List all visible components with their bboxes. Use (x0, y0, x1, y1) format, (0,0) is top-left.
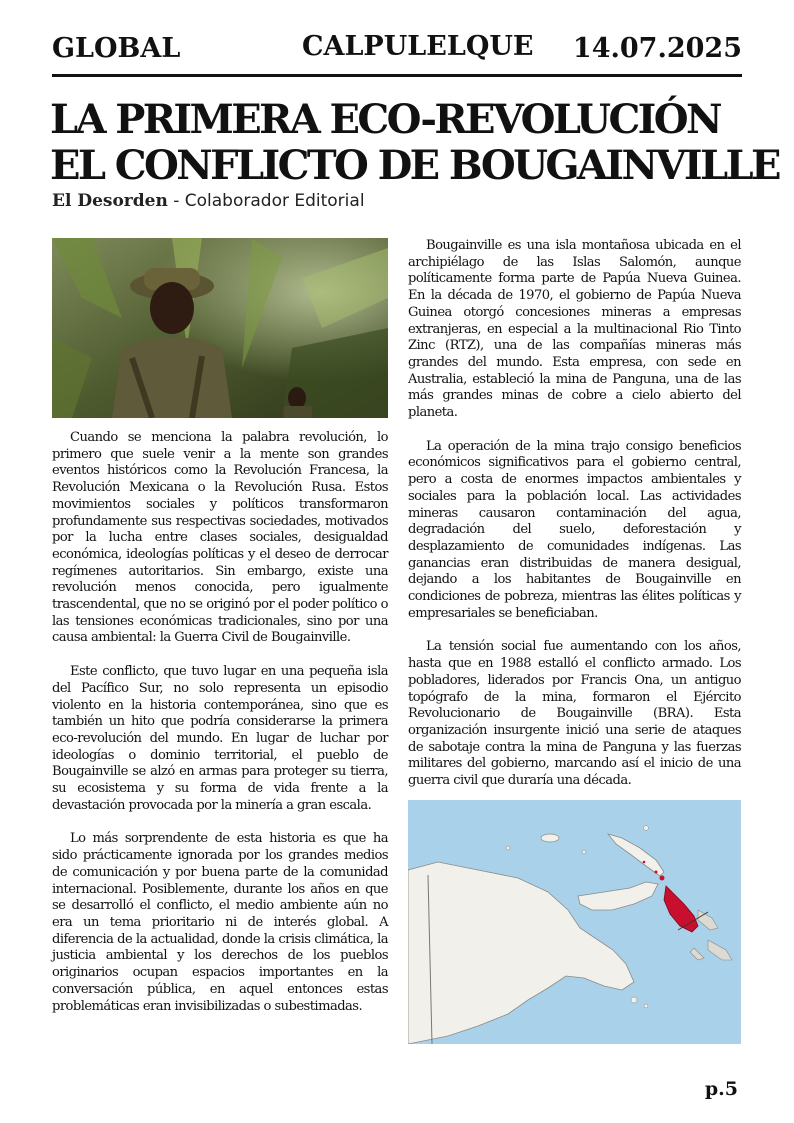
byline-author: El Desorden (52, 191, 168, 211)
right-column (408, 238, 741, 807)
headline-line-1: LA PRIMERA ECO-REVOLUCIÓN (50, 96, 721, 143)
masthead-rule (52, 74, 742, 77)
bougainville-location-map (408, 800, 741, 1044)
body-paragraph: Cuando se menciona la palabra revolución, lo primero que suele venir a la mente son grandes eventos históricos como la Revolución Francesa, la Revolución Mexicana o la Revolución Rusa. Estos movimientos sociales y políticos transformaron profundamente sus respectivas sociedades, motivados por la lucha entre clases sociales, desigualdad económica, ideologías políticas y el deseo de derrocar regímenes autoritarios. Sin embargo, existe una revolución menos conocida, pero igualmente trascendental, que no se originó por el poder político o las tensiones económicas tradicionales, sino por una causa ambiental: la Guerra Civil de Bougainville. (52, 430, 388, 646)
section-label: GLOBAL (52, 32, 181, 64)
byline-role: - Colaborador Editorial (167, 191, 365, 211)
soldier-photo-illustration (52, 238, 388, 418)
soldier-jungle-photo (52, 238, 388, 418)
body-paragraph: Bougainville es una isla montañosa ubicada en el archipiélago de las Islas Salomón, aunque políticamente forma parte de Papúa Nueva Guinea. En la década de 1970, el gobierno de Papúa Nueva Guinea otorgó concesiones mineras a empresas extranjeras, en especial a la multinacional Rio Tinto Zinc (RTZ), una de las compañías mineras más grandes del mundo. Esta empresa, con sede en Australia, estableció la mina de Panguna, una de las más grandes minas de cobre a cielo abierto del planeta. (408, 238, 741, 421)
map-illustration (408, 800, 741, 1044)
issue-date: 14.07.2025 (572, 32, 742, 64)
left-column (52, 430, 388, 1032)
body-paragraph: Este conflicto, que tuvo lugar en una pequeña isla del Pacífico Sur, no solo representa un episodio violento en la historia contemporánea, sino que es también un hito que podría considerarse la primera eco-revolución del mundo. En lugar de luchar por ideologías o dominio territorial, el pueblo de Bougainville se alzó en armas para proteger su tierra, su ecosistema y su forma de vida frente a la devastación provocada por la minería a gran escala. (52, 664, 388, 813)
body-paragraph: La operación de la mina trajo consigo beneficios económicos significativos para el gobierno central, pero a costa de enormes impactos ambientales y sociales para la población local. Las actividades mineras causaron contaminación del agua, degradación del suelo, deforestación y desplazamiento de comunidades indígenas. Las ganancias eran distribuidas de manera desigual, dejando a los habitantes de Bougainville en condiciones de pobreza, mientras las élites políticas y empresariales se beneficiaban. (408, 438, 741, 621)
body-paragraph: Lo más sorprendente de esta historia es que ha sido prácticamente ignorada por los grandes medios de comunicación y por buena parte de la comunidad internacional. Posiblemente, durante los años en que se desarrolló el conflicto, el medio ambiente aún no era un tema prioritario ni de interés global. A diferencia de la actualidad, donde la crisis climática, la justicia ambiental y los derechos de los pueblos originarios ocupan espacios importantes en la conversación pública, en aquel entonces estas problemáticas eran invisibilizadas o subestimadas. (52, 831, 388, 1014)
page-number: p.5 (704, 1078, 738, 1100)
byline (52, 191, 365, 211)
headline-line-2: EL CONFLICTO DE BOUGAINVILLE (50, 142, 779, 189)
author-tag: CALPULELQUE (302, 31, 534, 62)
body-paragraph: La tensión social fue aumentando con los años, hasta que en 1988 estalló el conflicto armado. Los pobladores, liderados por Francis Ona, un antiguo topógrafo de la mina, formaron el Ejército Revolucionario de Bougainville (BRA). Esta organización insurgente inició una serie de ataques de sabotaje contra la mina de Panguna y las fuerzas militares del gobierno, marcando así el inicio de una guerra civil que duraría una década. (408, 639, 741, 789)
